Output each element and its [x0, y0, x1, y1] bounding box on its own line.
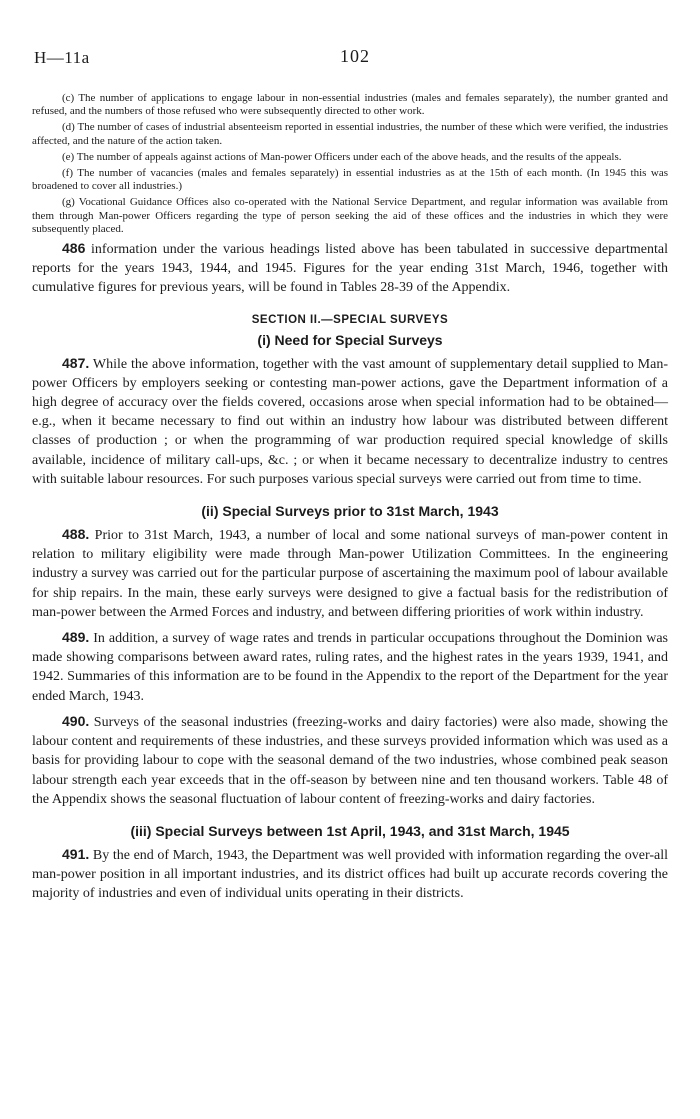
paragraph-number: 487.	[62, 354, 90, 371]
paragraph-486	[32, 239, 668, 298]
page-number: 102	[340, 46, 370, 66]
paragraph-text: Prior to 31st March, 1943, a number of local and some national surveys of man-power content in relation to military eligibility were made through Man-power Utilization Committees. In the engineering industry a survey was carried out for the particular purpose of ascertaining the maximum pool of labour available for ship repairs. In the main, these early surveys were designed to give a factual basis for the redistribution of man-power between the Armed Forces and industry, and between differing priorities of work within industry.	[32, 528, 669, 620]
document-reference: H—11a	[34, 48, 90, 67]
paragraph-490	[32, 712, 668, 809]
paragraph-487	[32, 354, 668, 489]
paragraph-text: In addition, a survey of wage rates and trends in particular occupations throughout the Dominion was made showing comparisons between award rates, ruling rates, and the highest rates in the years 1939, 1941, and 1942. Summaries of this information are to be found in the Appendix to the report of the Department for the year ended March, 1943.	[32, 631, 668, 704]
list-item: (f) The number of vacancies (males and females separately) in essential industries as at the 15th of each month. (In 1945 this was broadened to cover all industries.)	[32, 167, 668, 193]
paragraph-489	[32, 628, 668, 706]
document-page	[32, 0, 668, 910]
subsection-title-2: (ii) Special Surveys prior to 31st March, 1943	[201, 503, 499, 520]
list-item: (e) The number of appeals against actions of Man-power Officers under each of the above heads, and the results of the appeals.	[62, 150, 622, 163]
paragraph-number: 488.	[62, 526, 90, 543]
paragraph-text: Surveys of the seasonal industries (freezing-works and dairy factories) were also made, showing the labour content and requirements of these industries, and these surveys provided information which was used as a basis for providing labour to cope with the seasonal demand of the two industries, whose combined peak season labour strength each year exceeds that in the off-season by between nine and ten thousand workers. Table 48 of the Appendix shows the seasonal fluctuation of labour content of freezing-works and dairy factories.	[32, 714, 668, 807]
paragraph-text: By the end of March, 1943, the Department was well provided with information regarding the over-all man-power position in all important industries, and its district offices had built up accurate records covering the majority of industries and even of individual units operating in their districts.	[32, 847, 669, 902]
paragraph-number: 491.	[62, 845, 90, 862]
list-item: (c) The number of applications to engage labour in non-essential industries (males and females separately), the number granted and refused, and the numbers of those refused who were subsequently directed to other work.	[32, 92, 668, 118]
paragraph-488	[32, 525, 668, 622]
paragraph-text: While the above information, together with the vast amount of supplementary detail supplied to Man-power Officers by employers seeking or contesting man-power actions, gave the Department information of a high degree of accuracy over the fields covered, occasions arose when special information had to be obtained—e.g., when it became necessary to find out within an industry how labour was distributed between different classes of production ; or when the programming of war production required special knowledge of skills available, incidence of military call-ups, &c. ; or when it became necessary to decentralize industry to centres with suitable labour resources. For such purposes various special surveys were carried out from time to time.	[32, 356, 669, 487]
page-header	[32, 0, 668, 67]
paragraph-491	[32, 845, 668, 904]
paragraph-text: information under the various headings listed above has been tabulated in successive departmental reports for the years 1943, 1944, and 1945. Figures for the year ending 31st March, 1946, together with cumulative figures for previous years, will be found in Tables 28-39 of the Appendix.	[32, 242, 669, 296]
subsection-title-1: (i) Need for Special Surveys	[257, 331, 443, 348]
list-block	[32, 92, 668, 236]
list-item: (d) The number of cases of industrial absenteeism reported in essential industries, the number of these which were verified, the industries affected, and the nature of the action taken.	[32, 121, 668, 147]
list-item: (g) Vocational Guidance Offices also co-operated with the National Service Department, and regular information was available from them through Man-power Officers regarding the type of person seeking the aid of these offices and the industries in which they were subsequently placed.	[32, 196, 668, 235]
paragraph-number: 489.	[62, 629, 90, 646]
paragraph-number: 486	[62, 240, 86, 257]
subsection-title-3: (iii) Special Surveys between 1st April, 1943, and 31st March, 1945	[130, 822, 570, 839]
paragraph-number: 490.	[62, 712, 90, 729]
section-title: SECTION II.—SPECIAL SURVEYS	[251, 313, 449, 326]
